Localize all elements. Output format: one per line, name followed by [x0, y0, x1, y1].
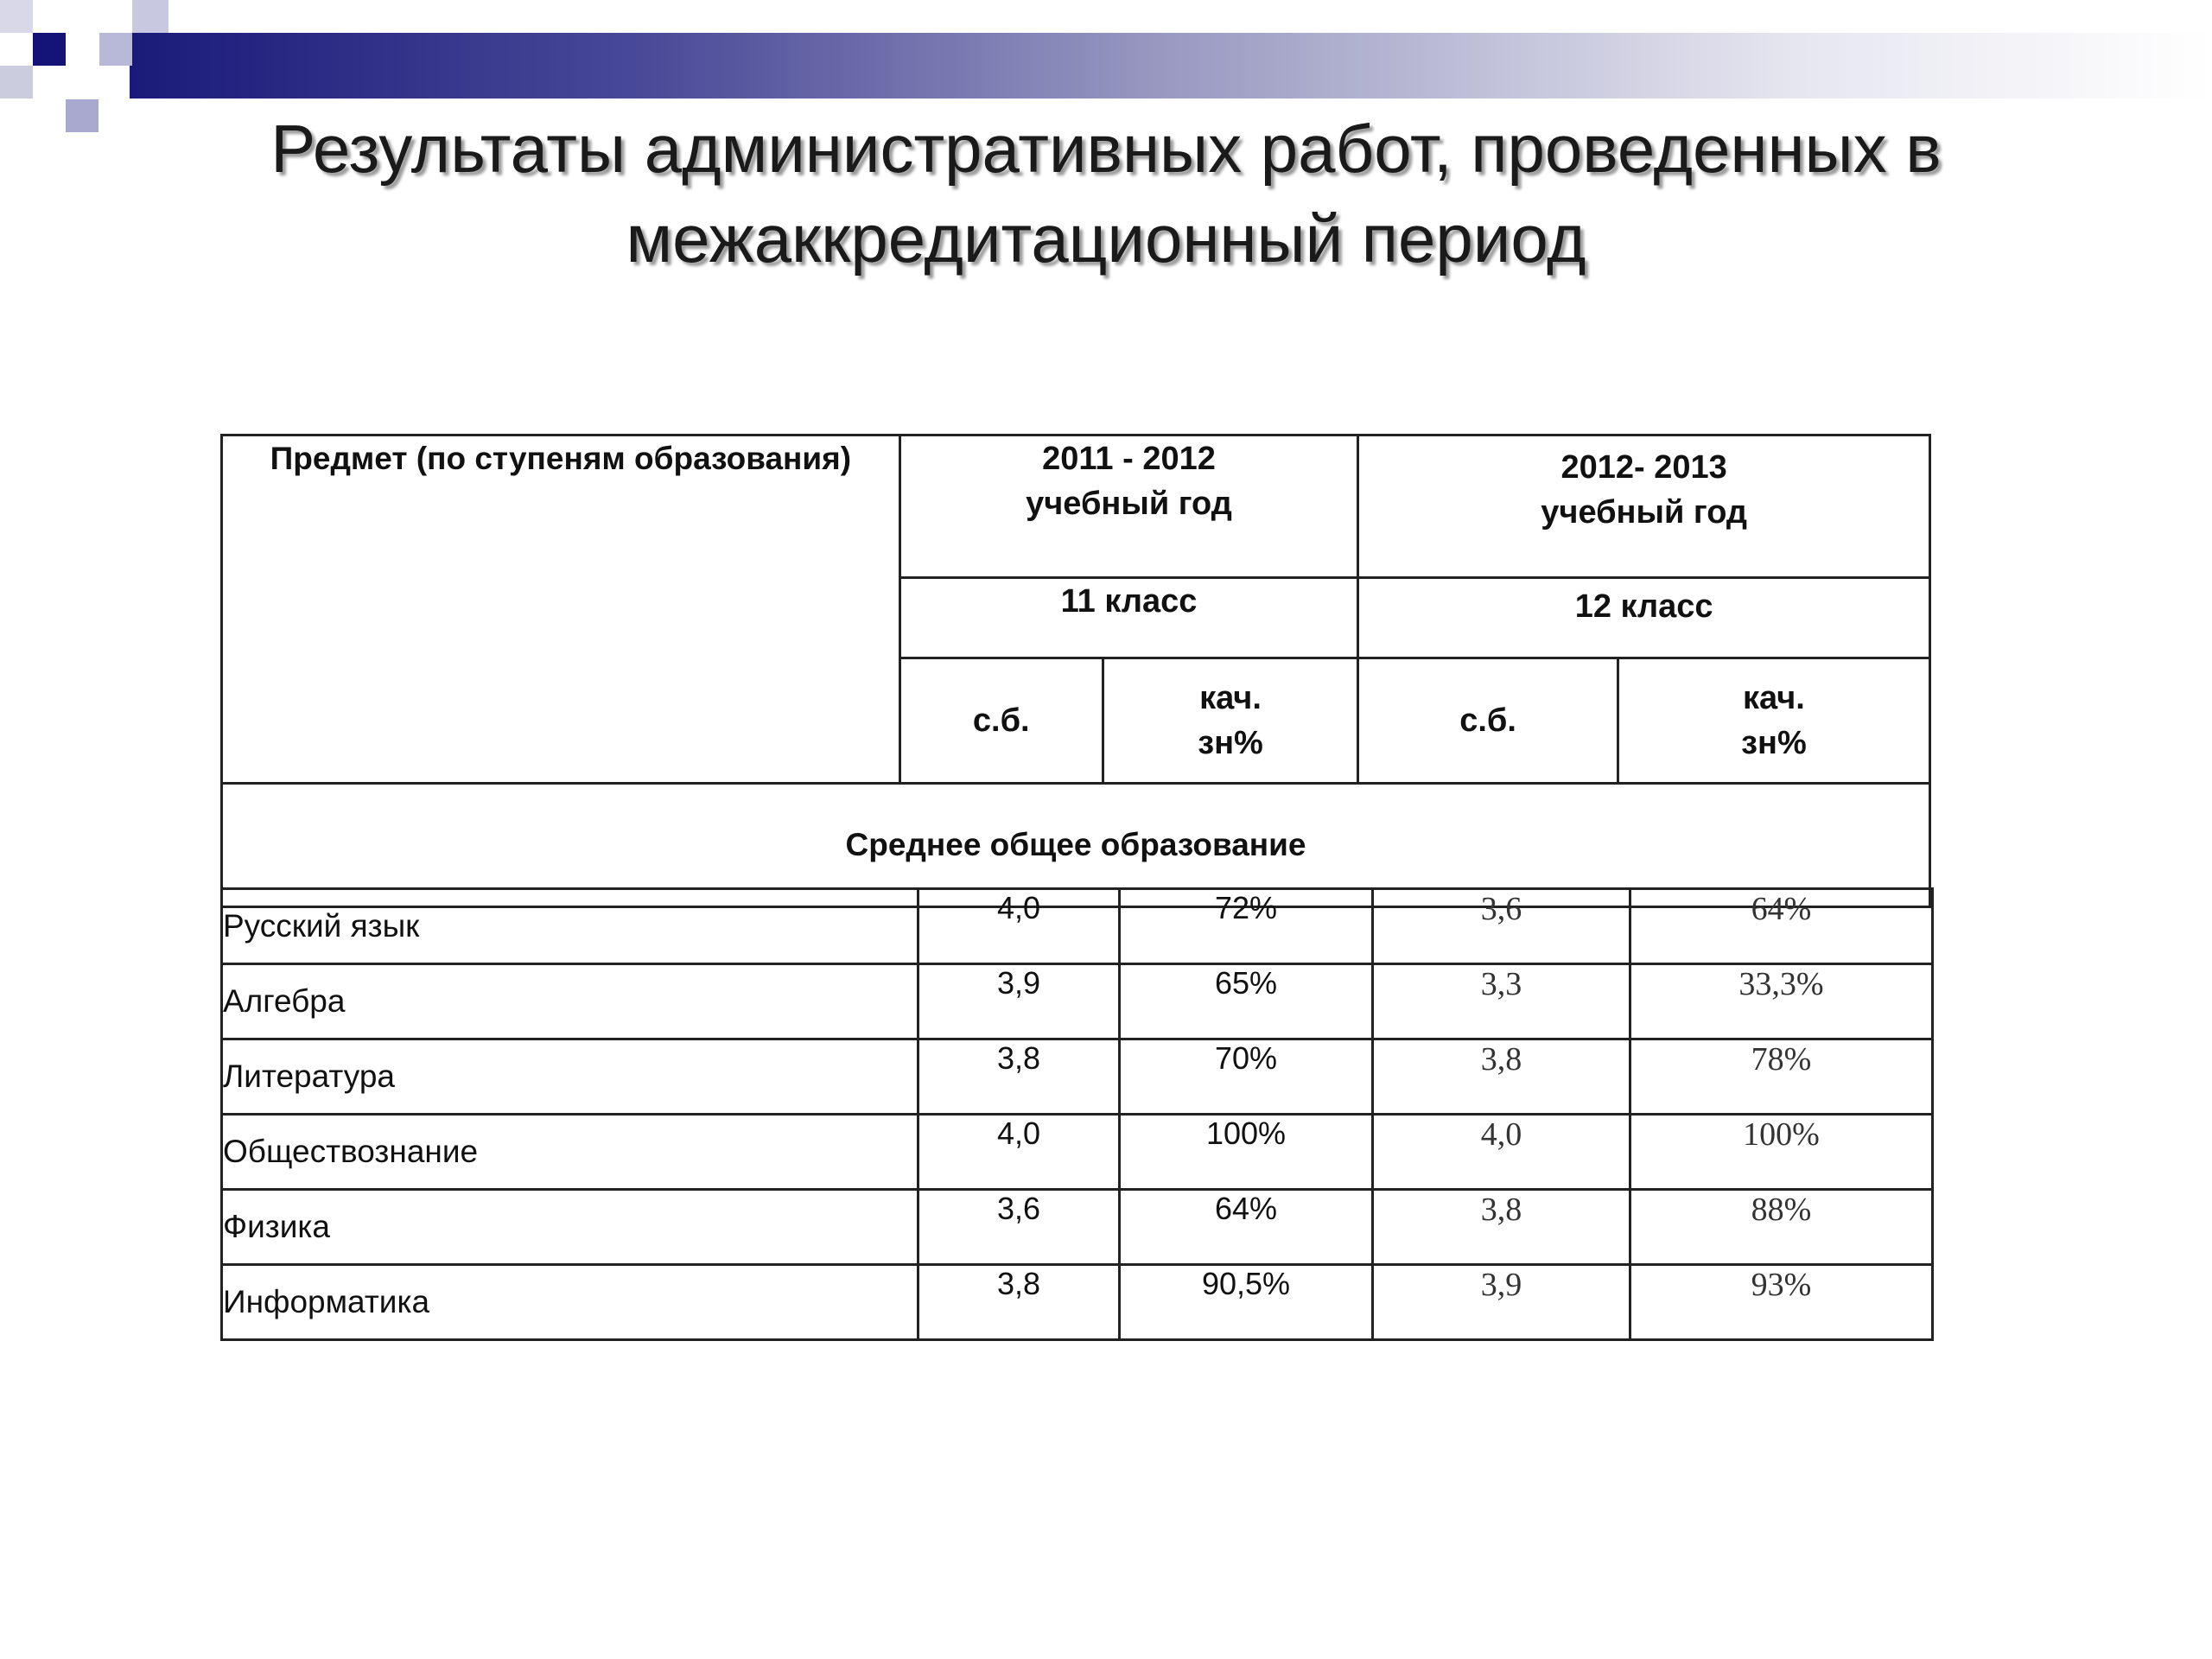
- metric-quality-line2: зн%: [1198, 725, 1263, 761]
- slide-title: Результаты административных работ, проведенных в межаккредитационный период: [270, 111, 1942, 276]
- y1-avg-cell: 4,0: [918, 1115, 1120, 1190]
- y2-avg-cell: 3,6: [1373, 889, 1630, 964]
- deco-square: [0, 66, 33, 99]
- y2-quality-cell: 88%: [1630, 1190, 1933, 1265]
- deco-square: [99, 33, 132, 66]
- y1-quality-cell: 90,5%: [1120, 1265, 1373, 1340]
- y1-avg-cell: 3,6: [918, 1190, 1120, 1265]
- subject-cell: Литература: [222, 1039, 918, 1115]
- y2-quality-cell: 64%: [1630, 889, 1933, 964]
- subject-cell: Русский язык: [222, 889, 918, 964]
- y2-quality-cell: 78%: [1630, 1039, 1933, 1115]
- y1-avg-cell: 4,0: [918, 889, 1120, 964]
- year-header-2012-2013: [1358, 435, 1930, 578]
- y1-quality-cell: 72%: [1120, 889, 1373, 964]
- header-gradient-bar: [130, 33, 2212, 99]
- y2-avg-cell: 4,0: [1373, 1115, 1630, 1190]
- section-title: Среднее общее образование: [222, 784, 1930, 907]
- metric-quality-line2: зн%: [1741, 725, 1807, 761]
- results-table: [220, 434, 1931, 908]
- y1-quality-cell: 100%: [1120, 1115, 1373, 1190]
- deco-square: [33, 33, 66, 66]
- year-range: 2011 - 2012: [1042, 441, 1216, 477]
- metric-quality-line1: кач.: [1199, 680, 1262, 716]
- year-header-2011-2012: [899, 435, 1358, 578]
- subject-cell: Физика: [222, 1190, 918, 1265]
- table-row: [222, 1265, 1933, 1340]
- deco-square: [66, 99, 99, 132]
- class-header-11: 11 класс: [899, 578, 1358, 658]
- results-table-body: [220, 887, 1934, 1341]
- metric-quality-line1: кач.: [1743, 680, 1805, 716]
- metric-quality-header: [1103, 658, 1358, 784]
- y2-avg-cell: 3,9: [1373, 1265, 1630, 1340]
- y1-quality-cell: 70%: [1120, 1039, 1373, 1115]
- y2-quality-cell: 100%: [1630, 1115, 1933, 1190]
- y1-quality-cell: 64%: [1120, 1190, 1373, 1265]
- y2-avg-cell: 3,8: [1373, 1190, 1630, 1265]
- y2-avg-cell: 3,3: [1373, 964, 1630, 1039]
- subject-column-header: Предмет (по ступеням образования): [222, 435, 900, 784]
- deco-square: [132, 0, 168, 33]
- table-row: [222, 889, 1933, 964]
- y1-avg-cell: 3,8: [918, 1265, 1120, 1340]
- year-label: учебный год: [1541, 494, 1748, 531]
- table-row: [222, 1115, 1933, 1190]
- y2-avg-cell: 3,8: [1373, 1039, 1630, 1115]
- y1-avg-cell: 3,8: [918, 1039, 1120, 1115]
- year-label: учебный год: [1026, 486, 1232, 522]
- metric-avg-header: с.б.: [1358, 658, 1618, 784]
- table-header-row-years: [222, 435, 1930, 578]
- y2-quality-cell: 93%: [1630, 1265, 1933, 1340]
- y2-quality-cell: 33,3%: [1630, 964, 1933, 1039]
- class-header-12: 12 класс: [1358, 578, 1930, 658]
- table-row: [222, 964, 1933, 1039]
- metric-avg-header: с.б.: [899, 658, 1103, 784]
- y1-quality-cell: 65%: [1120, 964, 1373, 1039]
- table-row: [222, 1039, 1933, 1115]
- subject-cell: Информатика: [222, 1265, 918, 1340]
- year-range: 2012- 2013: [1560, 449, 1727, 486]
- subject-cell: Алгебра: [222, 964, 918, 1039]
- y1-avg-cell: 3,9: [918, 964, 1120, 1039]
- metric-quality-header: [1618, 658, 1929, 784]
- table-row: [222, 1190, 1933, 1265]
- subject-cell: Обществознание: [222, 1115, 918, 1190]
- deco-square: [0, 0, 33, 33]
